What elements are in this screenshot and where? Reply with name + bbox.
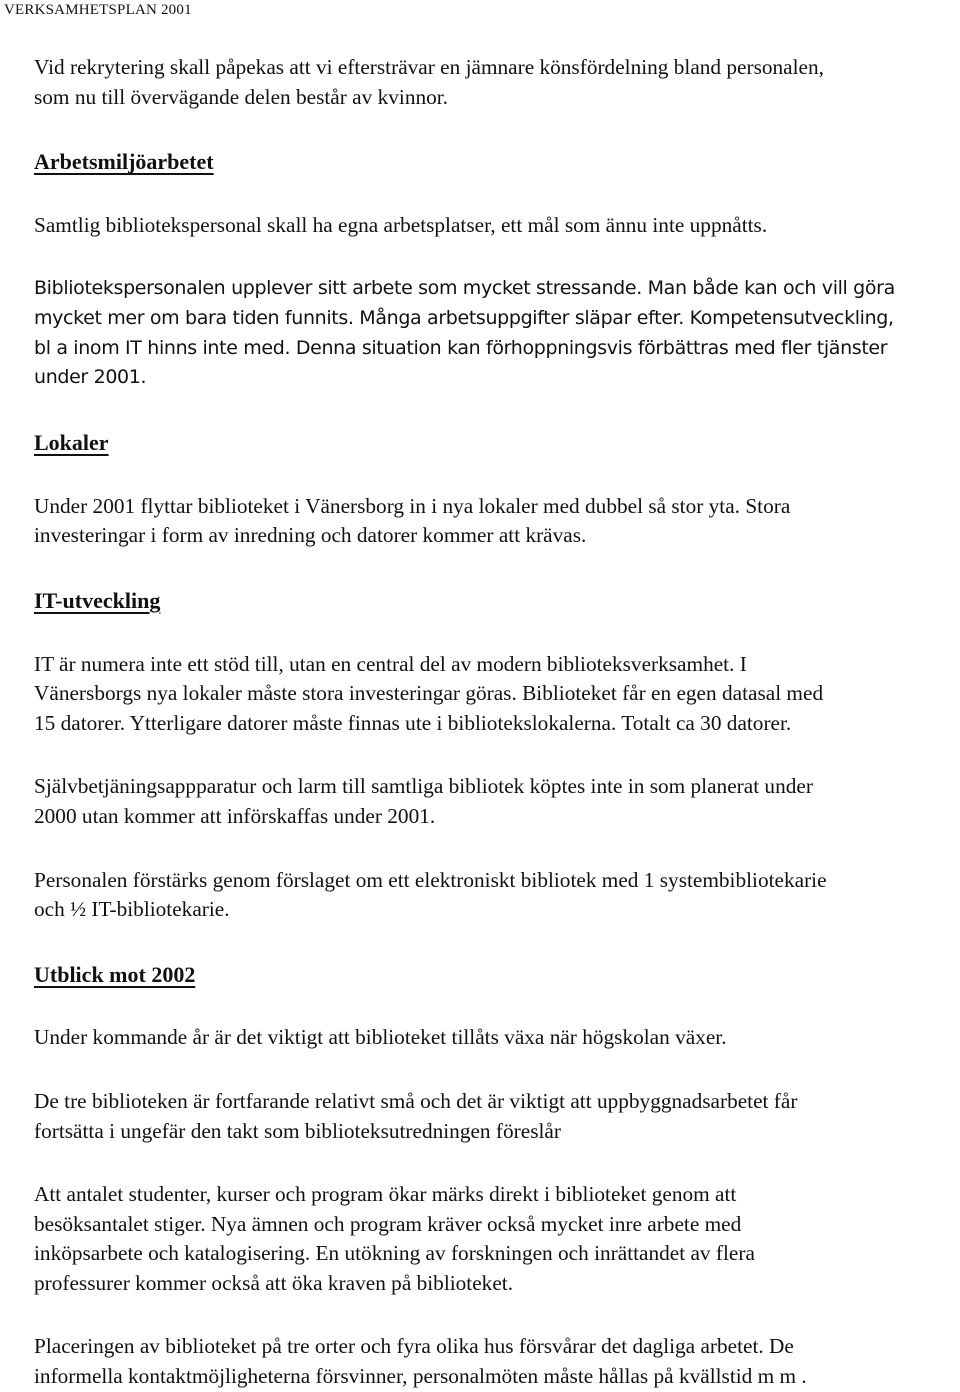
paragraph-premises: Under 2001 flyttar biblioteket i Vänersborg in i nya lokaler med dubbel så stor yta. Stora investeringar i form av inredning och datorer kommer att krävas. [34,493,791,548]
paragraph-staff-reinforcement: Personalen förstärks genom förslaget om ett elektroniskt bibliotek med 1 systembibliotekarie och ½ IT-bibliotekarie. [34,867,827,922]
paragraph-growth: Under kommande år är det viktigt att biblioteket tillåts växa när högskolan växer. [34,1025,727,1050]
paragraph-it-development: IT är numera inte ett stöd till, utan en central del av modern biblioteksverksamhet. I Vänersborgs nya lokaler måste stora investeringar göras. Biblioteket får en egen datasal med 15 datorer. Ytterligare datorer måste finnas ute i bibliotekslokalerna. Totalt ca 30 datorer. [34,651,824,735]
running-header: VERKSAMHETSPLAN 2001 [4,2,192,18]
heading-utblick-mot-2002: Utblick mot 2002 [34,961,196,987]
heading-lokaler: Lokaler [34,430,109,456]
paragraph-locations: Placeringen av biblioteket på tre orter och fyra olika hus försvårar det dagliga arbetet. De informella kontaktmöjligheterna försvinner, personalmöten måste hållas på kvällstid m m . [34,1334,807,1389]
paragraph-students: Att antalet studenter, kurser och program ökar märks direkt i biblioteket genom att besöksantalet stiger. Nya ämnen och program kräver också mycket inre arbete med inköpsarbete och katalogisering. En utökning av forskningen och inrättandet av flera professurer kommer också att öka kraven på biblioteket. [34,1182,755,1295]
heading-arbetsmiljoarbetet: Arbetsmiljöarbetet [34,149,214,175]
paragraph-three-libraries: De tre biblioteken är fortfarande relativt små och det är viktigt att uppbyggnadsarbetet får fortsätta i ungefär den takt som biblioteksutredningen föreslår [34,1088,798,1143]
paragraph-stress: Bibliotekspersonalen upplever sitt arbete som mycket stressande. Man både kan och vill göra mycket mer om bara tiden funnits. Många arbetsuppgifter släpar efter. Kompetensutveckling, bl a inom IT hinns inte med. Denna situation kan förhoppningsvis förbättras med fler tjänster under 2001. [34,277,895,389]
paragraph-self-service: Självbetjäningsappparatur och larm till samtliga bibliotek köptes inte in som planerat under 2000 utan kommer att införskaffas under 2001. [34,774,813,828]
paragraph-workspaces: Samtlig bibliotekspersonal skall ha egna arbetsplatser, ett mål som ännu inte uppnåtts. [34,212,768,237]
heading-it-utveckling: IT-utveckling [34,587,161,613]
document-body [34,53,960,1392]
paragraph-recruitment: Vid rekrytering skall påpekas att vi eftersträvar en jämnare könsfördelning bland personalen, som nu till övervägande delen består av kvinnor. [34,55,824,109]
